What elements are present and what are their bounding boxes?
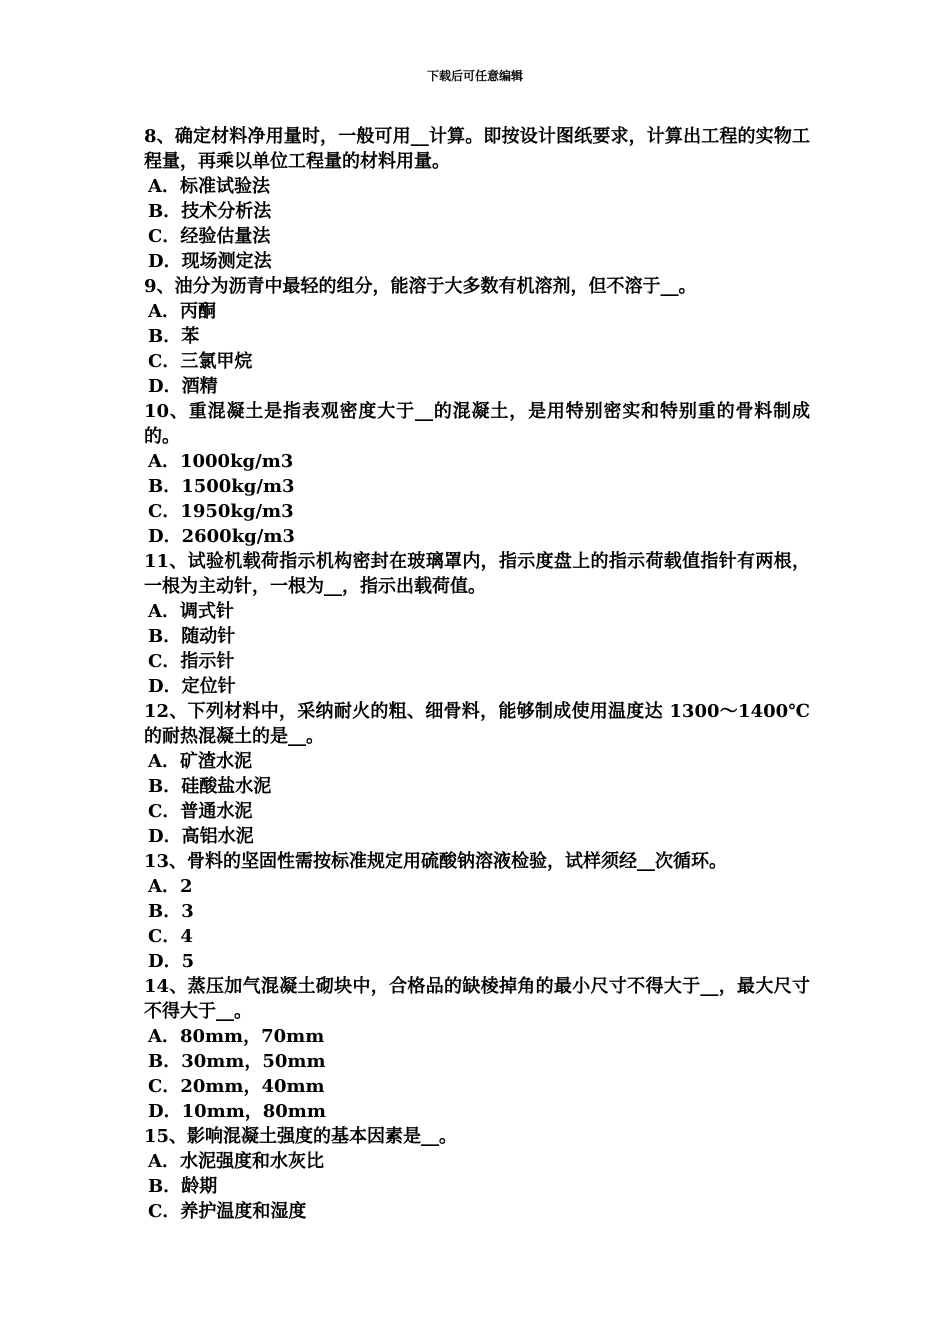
question-text: 10、重混凝土是指表观密度大于__的混凝土，是用特别密实和特别重的骨料制成的。 — [144, 401, 810, 447]
option-a: A．调式针 — [148, 601, 234, 622]
option-a: A．2 — [148, 876, 193, 897]
option-d: D．高铝水泥 — [148, 826, 254, 847]
option-a: A．丙酮 — [148, 301, 216, 322]
option-b: B．随动针 — [148, 626, 236, 647]
question-text: 14、蒸压加气混凝土砌块中，合格品的缺棱掉角的最小尺寸不得大于__，最大尺寸不得大于__。 — [144, 976, 810, 1022]
question-item — [144, 399, 810, 549]
option-a: A．80mm，70mm — [148, 1026, 325, 1047]
option-c: C．4 — [148, 926, 193, 947]
question-text: 13、骨料的坚固性需按标准规定用硫酸钠溶液检验，试样须经__次循环。 — [144, 851, 728, 872]
option-d: D．10mm，80mm — [148, 1101, 326, 1122]
option-d: D．现场测定法 — [148, 251, 272, 272]
option-b: B．苯 — [148, 326, 200, 347]
question-item — [144, 699, 810, 849]
option-c: C．20mm，40mm — [148, 1076, 325, 1097]
option-b: B．1500kg/m3 — [148, 476, 295, 497]
question-text: 15、影响混凝土强度的基本因素是__。 — [144, 1126, 458, 1147]
option-b: B．硅酸盐水泥 — [148, 776, 272, 797]
question-item — [144, 274, 810, 399]
option-b: B．3 — [148, 901, 194, 922]
option-c: C．指示针 — [148, 651, 235, 672]
question-text: 9、油分为沥青中最轻的组分，能溶于大多数有机溶剂，但不溶于__。 — [144, 276, 697, 297]
option-b: B．龄期 — [148, 1176, 218, 1197]
option-a: A．标准试验法 — [148, 176, 270, 197]
option-a: A．水泥强度和水灰比 — [148, 1151, 324, 1172]
question-item — [144, 1124, 810, 1224]
option-b: B．技术分析法 — [148, 201, 272, 222]
option-c: C．经验估量法 — [148, 226, 271, 247]
option-c: C．1950kg/m3 — [148, 501, 294, 522]
option-d: D．2600kg/m3 — [148, 526, 295, 547]
question-item — [144, 974, 810, 1124]
question-text: 11、试验机载荷指示机构密封在玻璃罩内，指示度盘上的指示荷载值指针有两根，一根为主动针，一根为__，指示出载荷值。 — [144, 551, 810, 597]
option-a: A．矿渣水泥 — [148, 751, 252, 772]
question-item — [144, 549, 810, 699]
question-item — [144, 849, 810, 974]
option-b: B．30mm，50mm — [148, 1051, 326, 1072]
option-d: D．5 — [148, 951, 195, 972]
question-list — [144, 124, 810, 1224]
option-d: D．酒精 — [148, 376, 218, 397]
question-text: 8、确定材料净用量时，一般可用__计算。即按设计图纸要求，计算出工程的实物工程量，再乘以单位工程量的材料用量。 — [144, 126, 810, 172]
question-item — [144, 124, 810, 274]
option-c: C．养护温度和湿度 — [148, 1201, 307, 1222]
option-c: C．三氯甲烷 — [148, 351, 253, 372]
question-text: 12、下列材料中，采纳耐火的粗、细骨料，能够制成使用温度达 1300～1400℃的耐热混凝土的是__。 — [144, 701, 810, 747]
option-c: C．普通水泥 — [148, 801, 253, 822]
option-d: D．定位针 — [148, 676, 236, 697]
option-a: A．1000kg/m3 — [148, 451, 294, 472]
page-header-note: 下载后可任意编辑 — [426, 69, 523, 83]
